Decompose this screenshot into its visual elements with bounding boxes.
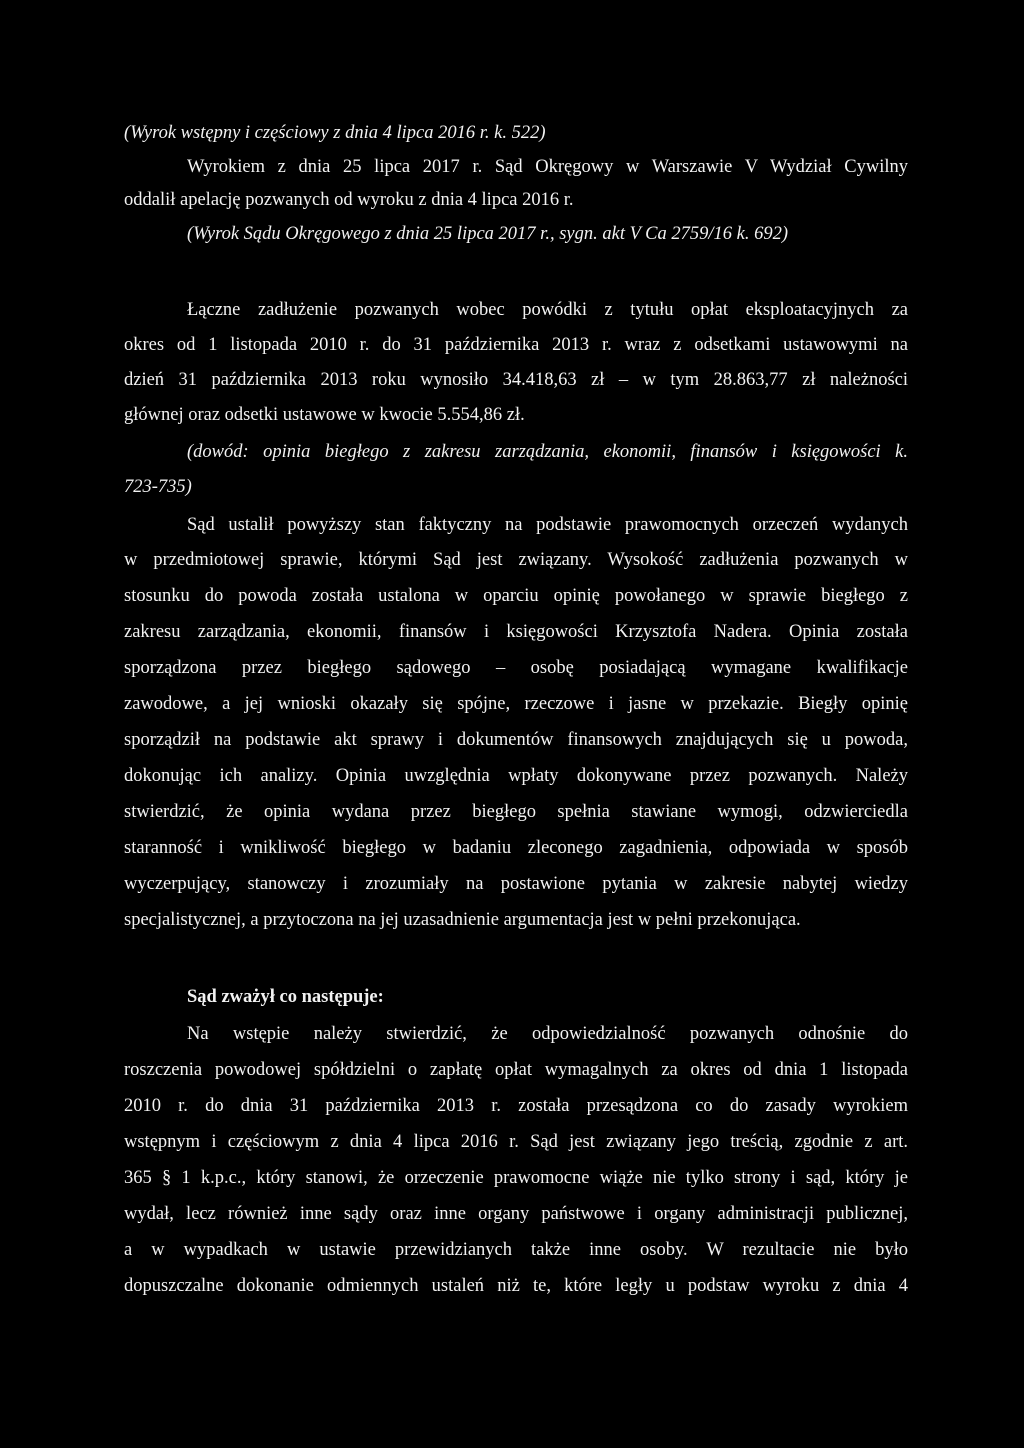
paragraph-line: Łączne zadłużenie pozwanych wobec powódki z tytułu opłat eksploatacyjnych za <box>187 300 908 320</box>
paragraph-line: sporządził na podstawie akt sprawy i dokumentów finansowych znajdujących się u powoda, <box>124 730 908 750</box>
paragraph-line: dopuszczalne dokonanie odmiennych ustaleń niż te, które legły u podstaw wyroku z dnia 4 <box>124 1276 908 1296</box>
section-heading: Sąd zważył co następuje: <box>187 987 384 1007</box>
citation-line: (Wyrok wstępny i częściowy z dnia 4 lipca 2016 r. k. 522) <box>124 123 546 143</box>
paragraph-line: Na wstępie należy stwierdzić, że odpowiedzialność pozwanych odnośnie do <box>187 1024 908 1044</box>
paragraph-line: Wyrokiem z dnia 25 lipca 2017 r. Sąd Okręgowy w Warszawie V Wydział Cywilny <box>187 157 908 177</box>
paragraph-line: 365 § 1 k.p.c., który stanowi, że orzeczenie prawomocne wiąże nie tylko strony i sąd, który je <box>124 1168 908 1188</box>
paragraph-line: 2010 r. do dnia 31 października 2013 r. została przesądzona co do zasady wyrokiem <box>124 1096 908 1116</box>
paragraph-line: stwierdzić, że opinia wydana przez biegłego spełnia stawiane wymogi, odzwierciedla <box>124 802 908 822</box>
paragraph-line: wyczerpujący, stanowczy i zrozumiały na postawione pytania w zakresie nabytej wiedzy <box>124 874 908 894</box>
paragraph-line: głównej oraz odsetki ustawowe w kwocie 5.554,86 zł. <box>124 405 525 425</box>
citation-line: (Wyrok Sądu Okręgowego z dnia 25 lipca 2017 r., sygn. akt V Ca 2759/16 k. 692) <box>187 224 789 244</box>
paragraph-line: dzień 31 października 2013 roku wynosiło 34.418,63 zł – w tym 28.863,77 zł należności <box>124 370 908 390</box>
paragraph-line: wydał, lecz również inne sądy oraz inne organy państwowe i organy administracji publicznej, <box>124 1204 908 1224</box>
paragraph-line: sporządzona przez biegłego sądowego – osobę posiadającą wymagane kwalifikacje <box>124 658 908 678</box>
paragraph-line: w przedmiotowej sprawie, którymi Sąd jest związany. Wysokość zadłużenia pozwanych w <box>124 550 908 570</box>
evidence-citation-line: (dowód: opinia biegłego z zakresu zarządzania, ekonomii, finansów i księgowości k. <box>187 442 908 462</box>
paragraph-line: wstępnym i częściowym z dnia 4 lipca 2016 r. Sąd jest związany jego treścią, zgodnie z art. <box>124 1132 908 1152</box>
paragraph-line: Sąd ustalił powyższy stan faktyczny na podstawie prawomocnych orzeczeń wydanych <box>187 515 908 535</box>
paragraph-line: roszczenia powodowej spółdzielni o zapłatę opłat wymagalnych za okres od dnia 1 listopada <box>124 1060 908 1080</box>
evidence-citation-line: 723-735) <box>124 477 192 497</box>
paragraph-line: specjalistycznej, a przytoczona na jej uzasadnienie argumentacja jest w pełni przekonująca. <box>124 910 801 930</box>
paragraph-line: oddalił apelację pozwanych od wyroku z dnia 4 lipca 2016 r. <box>124 190 574 210</box>
paragraph-line: staranność i wnikliwość biegłego w badaniu zleconego zagadnienia, odpowiada w sposób <box>124 838 908 858</box>
paragraph-line: dokonując ich analizy. Opinia uwzględnia wpłaty dokonywane przez pozwanych. Należy <box>124 766 908 786</box>
paragraph-line: stosunku do powoda została ustalona w oparciu opinię powołanego w sprawie biegłego z <box>124 586 908 606</box>
paragraph-line: a w wypadkach w ustawie przewidzianych także inne osoby. W rezultacie nie było <box>124 1240 908 1260</box>
paragraph-line: okres od 1 listopada 2010 r. do 31 października 2013 r. wraz z odsetkami ustawowymi na <box>124 335 908 355</box>
paragraph-line: zakresu zarządzania, ekonomii, finansów i księgowości Krzysztofa Nadera. Opinia została <box>124 622 908 642</box>
paragraph-line: zawodowe, a jej wnioski okazały się spójne, rzeczowe i jasne w przekazie. Biegły opinię <box>124 694 908 714</box>
